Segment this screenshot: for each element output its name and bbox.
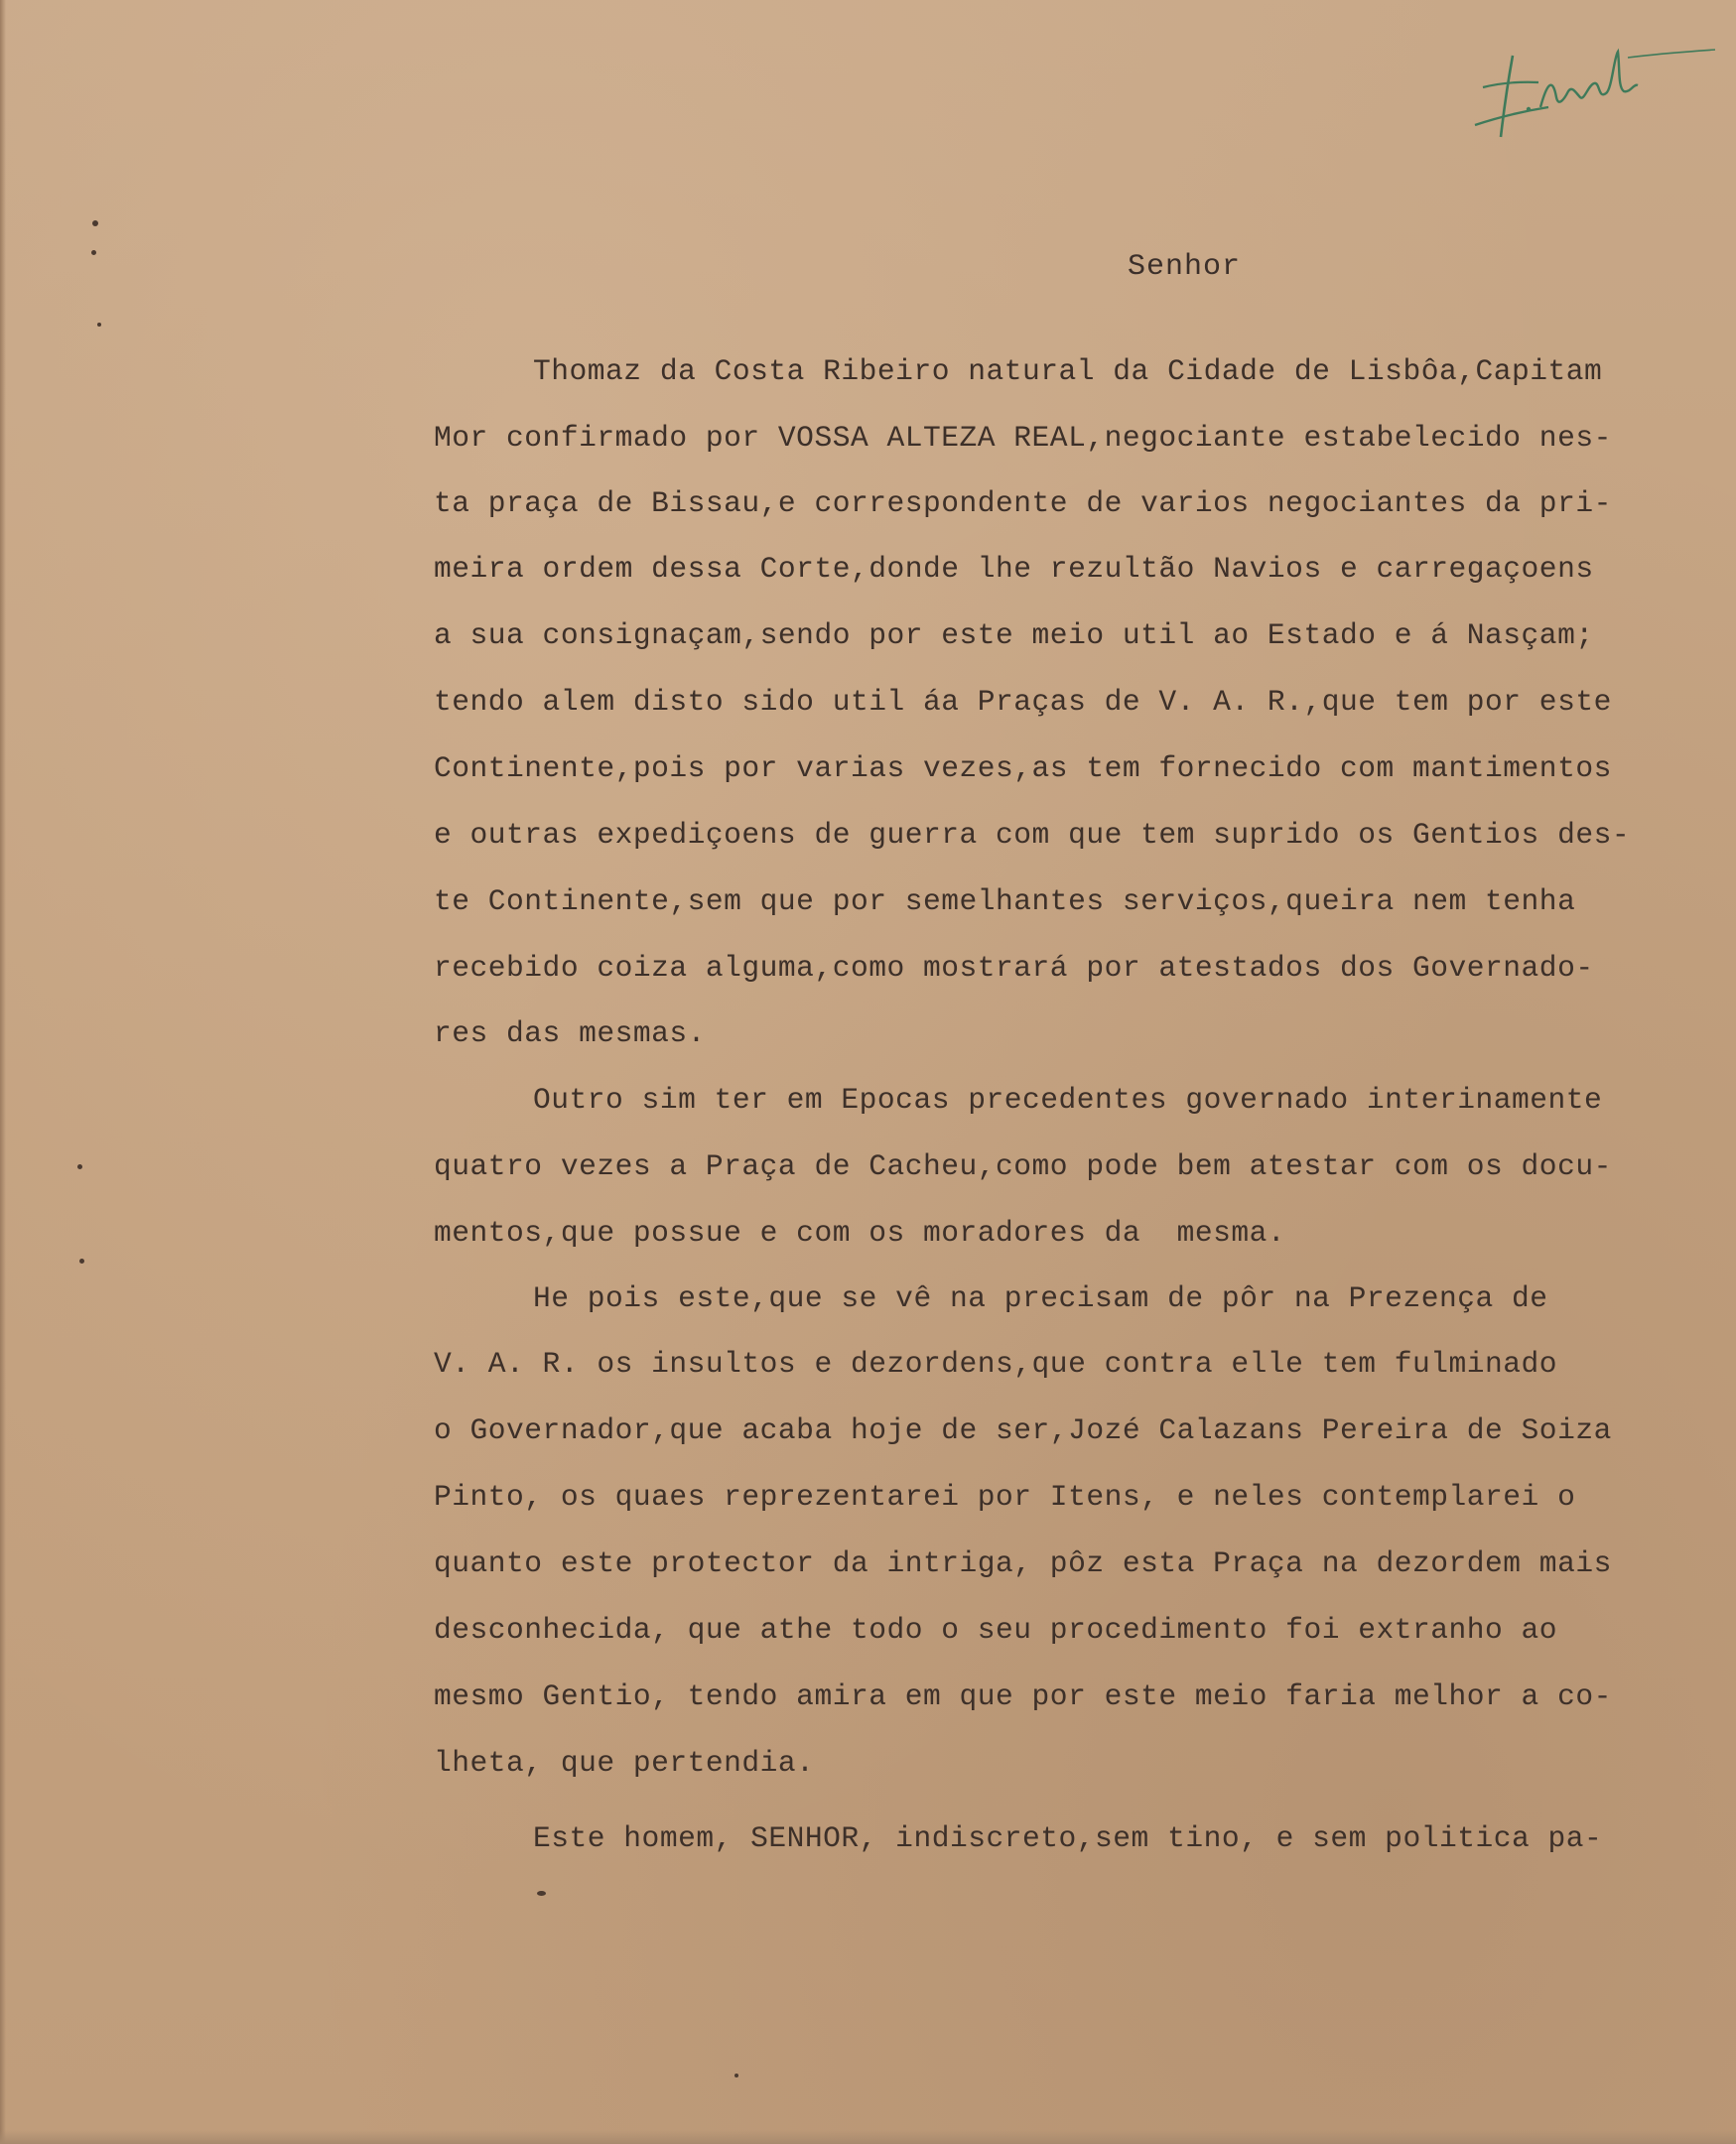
text-line: Pinto, os quaes reprezentarei por Itens, e neles contemplarei o [434, 1480, 1576, 1514]
ink-spot [91, 250, 96, 255]
paper-bottom-edge [0, 2130, 1736, 2144]
text-line: Thomaz da Costa Ribeiro natural da Cidade de Lisbôa,Capitam [533, 354, 1603, 388]
text-line: tendo alem disto sido util áa Praças de V. A. R.,que tem por este [434, 685, 1612, 719]
text-line: quanto este protector da intriga, pôz esta Praça na dezordem mais [434, 1546, 1612, 1580]
text-line: Este homem, SENHOR, indiscreto,sem tino, e sem politica pa- [533, 1821, 1603, 1855]
text-line: V. A. R. os insultos e dezordens,que contra elle tem fulminado [434, 1347, 1558, 1381]
ink-spot [734, 2074, 738, 2077]
ink-spot [97, 323, 101, 327]
ink-spot [92, 220, 98, 226]
text-line: res das mesmas. [434, 1016, 706, 1050]
text-line: meira ordem dessa Corte,donde lhe rezultão Navios e carregaçoens [434, 552, 1594, 586]
paper-left-edge [0, 0, 6, 2144]
text-line: te Continente,sem que por semelhantes serviços,queira nem tenha [434, 884, 1576, 918]
ink-spot [79, 1259, 84, 1264]
text-line: quatro vezes a Praça de Cacheu,como pode bem atestar com os docu- [434, 1149, 1612, 1183]
text-line: recebido coiza alguma,como mostrará por atestados dos Governado- [434, 951, 1594, 985]
text-line: desconhecida, que athe todo o seu procedimento foi extranho ao [434, 1613, 1558, 1647]
text-line: o Governador,que acaba hoje de ser,Jozé Calazans Pereira de Soiza [434, 1413, 1612, 1447]
handwritten-signature [1469, 28, 1717, 147]
salutation: Senhor [1128, 250, 1242, 284]
ink-spot [77, 1164, 82, 1169]
text-line: Outro sim ter em Epocas precedentes governado interinamente [533, 1083, 1603, 1117]
text-line: a sua consignaçam,sendo por este meio util ao Estado e á Nasçam; [434, 618, 1594, 652]
text-line: e outras expediçoens de guerra com que tem suprido os Gentios des- [434, 818, 1631, 852]
text-line: Mor confirmado por VOSSA ALTEZA REAL,negociante estabelecido nes- [434, 421, 1612, 455]
text-line: lheta, que pertendia. [434, 1746, 815, 1780]
text-line: He pois este,que se vê na precisam de pôr na Prezença de [533, 1281, 1548, 1315]
text-line: mesmo Gentio, tendo amira em que por este meio faria melhor a co- [434, 1679, 1612, 1713]
ink-spot [537, 1891, 546, 1896]
text-line: Continente,pois por varias vezes,as tem fornecido com mantimentos [434, 751, 1612, 785]
text-line: mentos,que possue e com os moradores da mesma. [434, 1216, 1286, 1250]
text-line: ta praça de Bissau,e correspondente de varios negociantes da pri- [434, 486, 1612, 520]
